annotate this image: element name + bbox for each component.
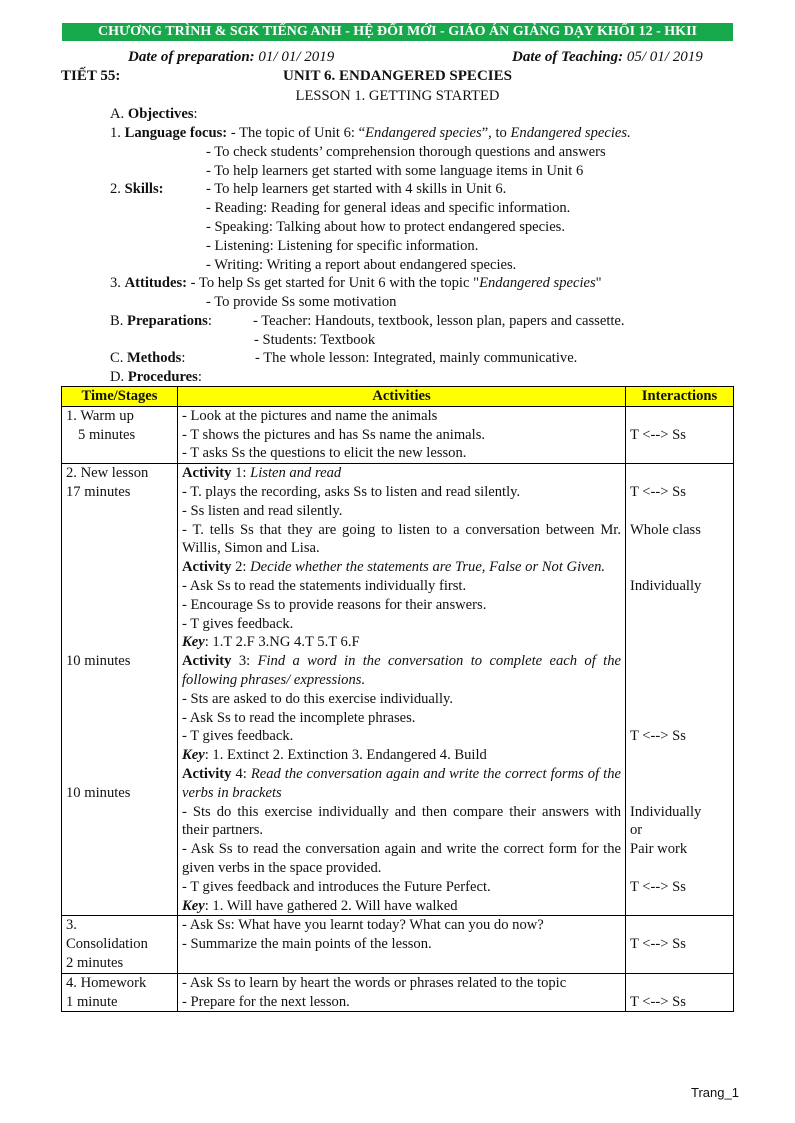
objectives-label: Objectives [127,106,194,122]
preparations-suffix: : [207,313,212,329]
activity-number: 4: [231,765,251,782]
answer-key [182,633,621,652]
methods-suffix: : [181,350,186,366]
skills-item: - Reading: Reading for general ideas and specific information. [206,200,571,216]
activity-number: 2: [231,559,251,576]
key-label: Key [182,634,205,651]
attitudes-line [110,275,602,292]
activities-cell [178,464,626,916]
skills-label: Skills: [124,181,164,197]
procedures-label: Procedures [127,369,198,385]
table-row-consolidation [62,916,734,973]
stage-duration: 17 minutes [66,483,131,500]
stage-duration: 1 minute [66,993,118,1010]
activity-label: Activity [182,559,232,576]
interaction-label: T <--> Ss [630,878,686,895]
preparations-prefix: B. [110,313,128,329]
preparations-students: - Students: Textbook [254,332,376,348]
activity-number: 3: [231,653,258,670]
activity-line: - T gives feedback. [182,728,294,745]
key-label: Key [182,747,205,764]
interaction-label: Pair work [630,841,688,858]
language-focus-num: 1. [110,125,125,141]
activity-line: - Look at the pictures and name the animals [182,407,438,424]
preparations-teacher: - Teacher: Handouts, textbook, lesson plan, papers and cassette. [253,313,625,329]
objectives-heading [110,106,198,123]
attitudes-text: - To help Ss get started for Unit 6 with the topic " [187,275,480,291]
activity-line: - T. plays the recording, asks Ss to listen and read silently. [182,483,521,500]
preparation-date-value: 01/ 01/ 2019 [254,49,335,65]
activities-cell [178,916,626,973]
activities-cell [178,406,626,463]
language-focus-line [110,125,631,142]
table-row-new-lesson [62,464,734,916]
activity-line: - Ask Ss to read the statements individually first. [182,577,467,594]
activity-line: - Sts do this exercise individually and then compare their answers with their partners. [182,803,621,839]
language-focus-item: - To check students’ comprehension thorough questions and answers [206,144,606,160]
activity-line: - Sts are asked to do this exercise individually. [182,690,454,707]
activity-3 [182,652,621,690]
unit-title: UNIT 6. ENDANGERED SPECIES [283,68,512,84]
stage-duration: 5 minutes [78,426,136,443]
preparations-label: Preparations [127,313,208,329]
page-number: Trang_1 [691,1085,739,1100]
activity-label: Activity [182,653,232,670]
stage-cell [62,973,178,1012]
activity-line: - Prepare for the next lesson. [182,993,350,1010]
activity-line: - T gives feedback and introduces the Future Perfect. [182,878,491,895]
stage-cell [62,406,178,463]
attitudes-text-2: " [595,275,602,291]
activity-title: Read the conversation again and write the correct forms of the verbs in brackets [182,765,621,801]
interaction-label: Individually [630,577,702,594]
interaction-label: T <--> Ss [630,728,686,745]
methods-text: - The whole lesson: Integrated, mainly communicative. [255,350,578,366]
activity-line: - Ask Ss: What have you learnt today? What can you do now? [182,917,544,934]
skills-item: - Speaking: Talking about how to protect endangered species. [206,219,565,235]
teaching-date-label: Date of Teaching: [512,49,624,65]
interactions-cell [626,464,734,916]
methods-label: Methods [127,350,182,366]
procedures-suffix: : [197,369,202,385]
interactions-cell [626,406,734,463]
attitudes-topic: Endangered species [479,275,596,291]
activity-line: - T shows the pictures and has Ss name the animals. [182,426,486,443]
stage-duration: 10 minutes [66,653,131,670]
activity-title: Decide whether the statements are True, False or Not Given. [250,559,606,576]
procedures-table [61,386,734,1012]
methods-prefix: C. [110,350,128,366]
header-activities: Activities [178,387,626,407]
key-answers: : 1. Will have gathered 2. Will have walked [204,897,458,914]
stage-name: 2. New lesson [66,465,149,482]
teaching-date-value: 05/ 01/ 2019 [623,49,703,65]
interactions-cell [626,973,734,1012]
stage-duration: 10 minutes [66,784,131,801]
activity-label: Activity [182,765,232,782]
attitudes-label: Attitudes: [124,275,188,291]
activities-cell [178,973,626,1012]
stage-name: Consolidation [66,936,148,953]
header-interactions: Interactions [626,387,734,407]
key-answers: : 1.T 2.F 3.NG 4.T 5.T 6.F [204,634,360,651]
answer-key [182,746,621,765]
activity-line: - Ask Ss to read the incomplete phrases. [182,709,416,726]
activity-title: Listen and read [250,465,342,482]
stage-name: 4. Homework [66,974,147,991]
period-number: TIẾT 55: [61,68,121,84]
activity-line: - Ask Ss to learn by heart the words or phrases related to the topic [182,974,567,991]
activity-line: - Summarize the main points of the lesson. [182,936,432,953]
language-focus-text-2: ”, to [481,125,511,141]
activity-4 [182,765,621,803]
activity-line: - T gives feedback. [182,615,294,632]
interaction-label: Whole class [630,521,701,538]
methods-heading [110,350,185,367]
objectives-suffix: : [193,106,198,122]
language-focus-label: Language focus: [124,125,228,141]
activity-title: Find a word in the conversation to complete each of the following phrases/ expressions. [182,653,621,688]
table-header-row [62,387,734,407]
key-answers: : 1. Extinct 2. Extinction 3. Endangered 4. Build [204,747,487,764]
answer-key [182,897,621,916]
interaction-label: T <--> Ss [630,936,686,953]
activity-line: - T asks Ss the questions to elicit the new lesson. [182,445,467,462]
activity-number: 1: [231,465,251,482]
skills-item: - To help learners get started with 4 skills in Unit 6. [206,181,507,197]
activity-line: - Encourage Ss to provide reasons for their answers. [182,596,487,613]
skills-item: - Writing: Writing a report about endangered species. [206,257,517,273]
activity-line: - Ask Ss to read the conversation again and write the correct form for the given verbs in the space provided. [182,841,621,876]
table-row-homework [62,973,734,1012]
key-label: Key [182,897,205,914]
procedures-heading [110,369,202,386]
language-focus-topic: Endangered species [365,125,482,141]
activity-2 [182,558,621,577]
attitudes-item: - To provide Ss some motivation [206,294,397,310]
header-banner: CHƯƠNG TRÌNH & SGK TIẾNG ANH - HỆ ĐỔI MỚI - GIÁO ÁN GIẢNG DẠY KHỐI 12 - HKII [62,23,733,41]
interaction-label: T <--> Ss [630,483,686,500]
activity-line: - Ss listen and read silently. [182,502,343,519]
stage-duration: 2 minutes [66,954,124,971]
interactions-cell [626,916,734,973]
activity-line: - T. tells Ss that they are going to listen to a conversation between Mr. Willis, Simon and Lisa. [182,521,621,557]
objectives-prefix: A. [110,106,128,122]
attitudes-num: 3. [110,275,125,291]
lesson-title: LESSON 1. GETTING STARTED [295,88,500,104]
interaction-label: T <--> Ss [630,993,686,1010]
stage-cell [62,464,178,916]
skills-item: - Listening: Listening for specific information. [206,238,479,254]
interaction-label: Individually [630,803,702,820]
preparation-date-label: Date of preparation: [128,49,255,65]
interaction-label: or [630,822,643,839]
preparations-heading [110,313,212,330]
stage-name: 3. [66,917,77,934]
teaching-date [512,49,703,66]
language-focus-text: - The topic of Unit 6: “ [227,125,366,141]
language-focus-item: - To help learners get started with some language items in Unit 6 [206,163,584,179]
skills-heading [110,181,164,198]
stage-cell [62,916,178,973]
interaction-label: T <--> Ss [630,426,686,443]
activity-label: Activity [182,465,232,482]
stage-name: 1. Warm up [66,407,134,424]
language-focus-topic-2: Endangered species. [510,125,631,141]
skills-num: 2. [110,181,125,197]
preparation-date [128,49,334,66]
table-row-warmup [62,406,734,463]
procedures-prefix: D. [110,369,128,385]
activity-1 [182,464,621,483]
header-time-stages: Time/Stages [62,387,178,407]
